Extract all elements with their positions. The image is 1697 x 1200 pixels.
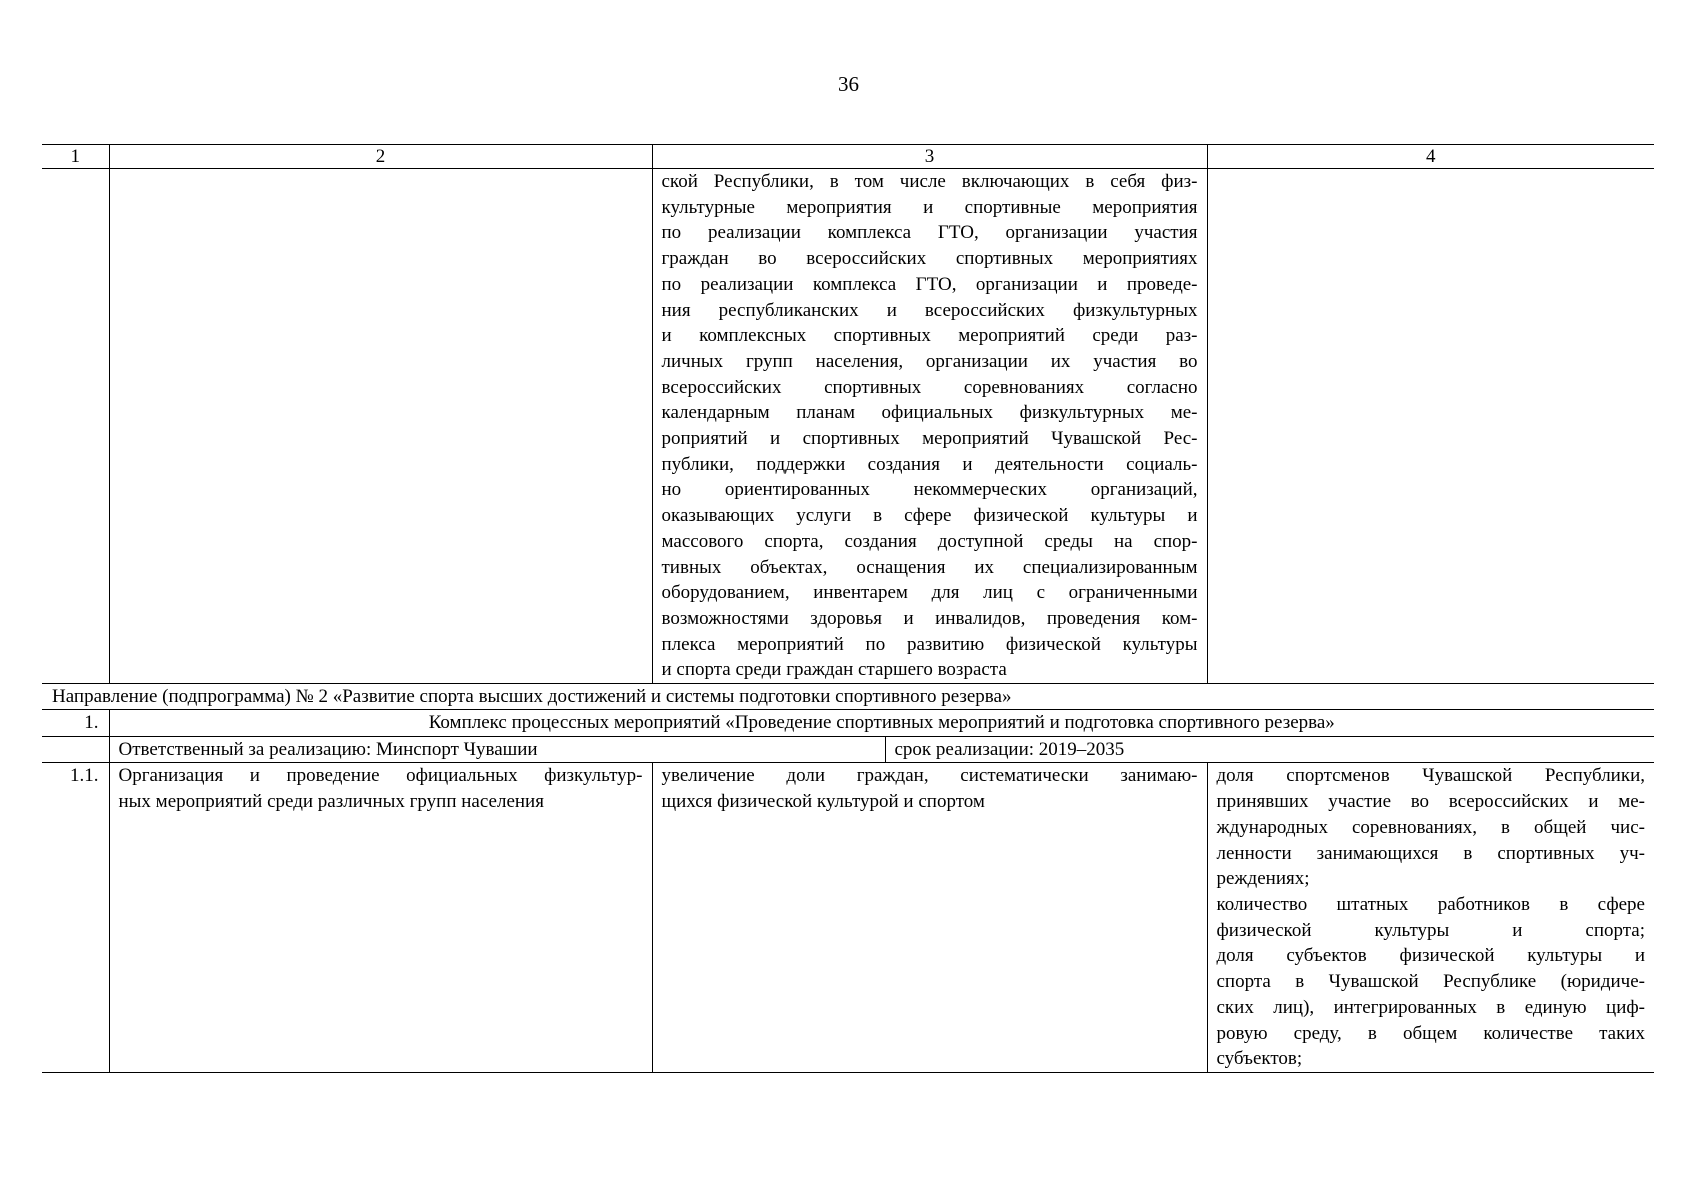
text-line: но ориентированных некоммерческих организаций, — [661, 479, 1198, 501]
responsible-text: Ответственный за реализацию: Минспорт Чувашии — [109, 736, 885, 763]
row-1-1-number: 1.1. — [42, 763, 109, 1072]
header-cell-3: 3 — [652, 145, 1207, 169]
text-line: спорта в Чувашской Республике (юридиче- — [1216, 971, 1645, 993]
continuation-col4 — [1207, 169, 1654, 684]
text-line: граждан во всероссийских спортивных мероприятиях — [661, 248, 1198, 270]
text-line: календарным планам официальных физкультурных ме- — [661, 402, 1198, 424]
continuation-text — [662, 169, 1198, 683]
text-line: количество штатных работников в сфере — [1216, 893, 1645, 915]
text-line: реждениях; — [1216, 868, 1310, 890]
program-table — [42, 144, 1654, 1073]
responsible-empty-cell — [42, 736, 109, 763]
text-line: ждународных соревнованиях, в общей чис- — [1216, 816, 1645, 838]
row-1-1-activity — [119, 763, 643, 814]
implementation-term: срок реализации: 2019–2035 — [885, 736, 1654, 763]
continuation-col1 — [42, 169, 109, 684]
header-cell-2: 2 — [109, 145, 652, 169]
text-line: физической культуры и спорта; — [1216, 919, 1645, 941]
text-line: субъектов; — [1216, 1048, 1303, 1070]
responsible-row — [42, 736, 1654, 763]
row-1-1 — [42, 763, 1654, 1072]
text-line: ровую среду, в общем количестве таких — [1216, 1022, 1645, 1044]
continuation-col3 — [652, 169, 1207, 684]
text-line: возможностями здоровья и инвалидов, проведения ком- — [661, 607, 1198, 629]
text-line: ских лиц), интегрированных в единую циф- — [1216, 996, 1645, 1018]
text-line: и спорта среди граждан старшего возраста — [661, 659, 1007, 681]
row-1-1-col3 — [652, 763, 1207, 1072]
text-line: публики, поддержки создания и деятельности социаль- — [661, 453, 1198, 475]
text-line: личных групп населения, организации их участия во — [661, 350, 1198, 372]
text-line: ния республиканских и всероссийских физкультурных — [661, 299, 1198, 321]
text-line: ской Республики, в том числе включающих в себя физ- — [661, 171, 1198, 192]
column-number-header-row — [42, 145, 1654, 169]
continuation-col2 — [109, 169, 652, 684]
header-cell-1: 1 — [42, 145, 109, 169]
complex-number: 1. — [42, 710, 109, 737]
text-line: оказывающих услуги в сфере физической культуры и — [661, 505, 1198, 527]
complex-title: Комплекс процессных мероприятий «Проведение спортивных мероприятий и подготовка спортивного резерва» — [109, 710, 1654, 737]
text-line: принявших участие во всероссийских и ме- — [1216, 791, 1645, 813]
text-line: роприятий и спортивных мероприятий Чувашской Рес- — [661, 428, 1198, 450]
text-line: по реализации комплекса ГТО, организации участия — [661, 222, 1198, 244]
direction-title: Направление (подпрограмма) № 2 «Развитие спорта высших достижений и системы подготовки спортивного резерва» — [42, 684, 1654, 710]
row-1-1-indicators — [1217, 763, 1646, 1071]
row-1-1-col2 — [109, 763, 652, 1072]
text-line: тивных объектах, оснащения их специализированным — [661, 556, 1198, 578]
text-line: культурные мероприятия и спортивные мероприятия — [661, 196, 1198, 218]
complex-row — [42, 710, 1654, 737]
text-line: ленности занимающихся в спортивных уч- — [1216, 842, 1645, 864]
text-line: увеличение доли граждан, систематически занимаю- — [661, 765, 1198, 787]
text-line: Организация и проведение официальных физкультур- — [118, 765, 643, 787]
text-line: доля спортсменов Чувашской Республики, — [1216, 765, 1645, 787]
text-line: массового спорта, создания доступной среды на спор- — [661, 530, 1198, 552]
text-line: по реализации комплекса ГТО, организации и проведе- — [661, 273, 1198, 295]
text-line: и комплексных спортивных мероприятий среди раз- — [661, 325, 1198, 347]
direction-row — [42, 684, 1654, 710]
header-cell-4: 4 — [1207, 145, 1654, 169]
text-line: щихся физической культурой и спортом — [661, 791, 985, 813]
text-line: оборудованием, инвентарем для лиц с ограниченными — [661, 582, 1198, 604]
text-line: плекса мероприятий по развитию физической культуры — [661, 633, 1198, 655]
text-line: доля субъектов физической культуры и — [1216, 945, 1645, 967]
continuation-row — [42, 169, 1654, 684]
text-line: всероссийских спортивных соревнованиях согласно — [661, 376, 1198, 398]
page-number: 36 — [838, 72, 859, 96]
row-1-1-result — [662, 763, 1198, 814]
text-line: ных мероприятий среди различных групп населения — [118, 791, 544, 813]
row-1-1-col4 — [1207, 763, 1654, 1072]
